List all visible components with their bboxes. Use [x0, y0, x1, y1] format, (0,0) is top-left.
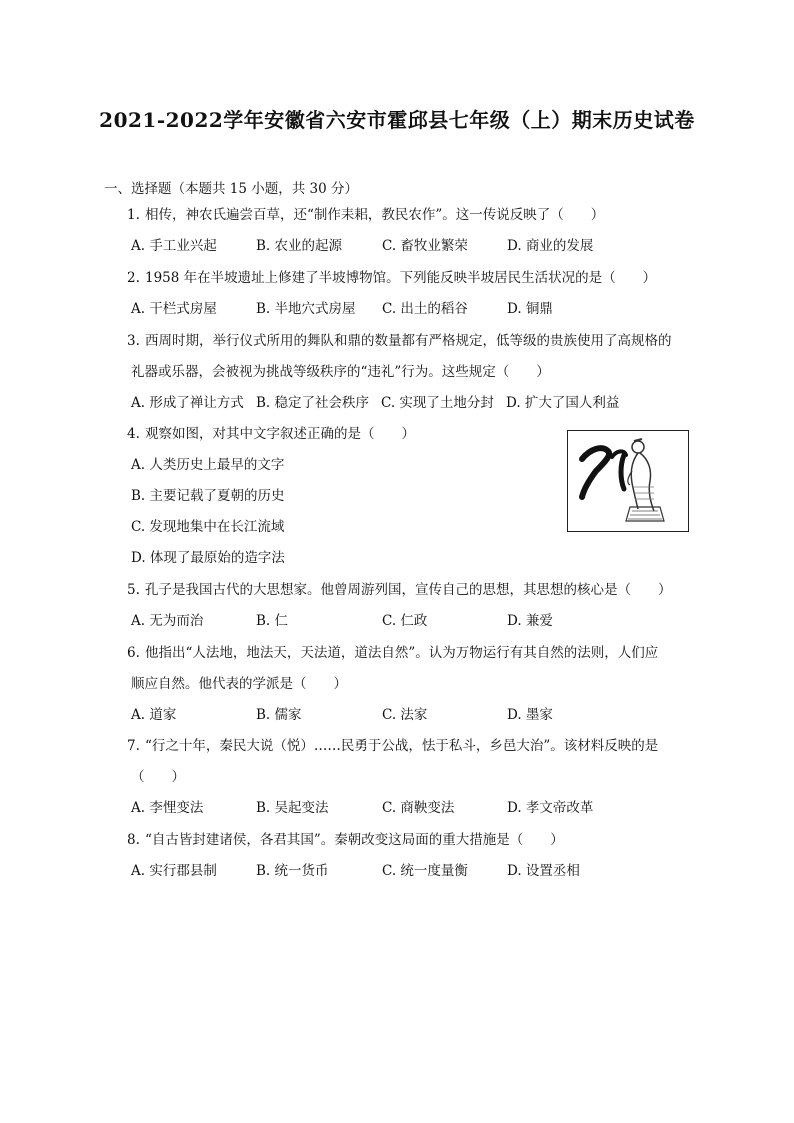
option-c: C. 畜牧业繁荣 [382, 238, 468, 254]
question-text: “自古皆封建诸侯，各君其国”。秦朝改变这局面的重大措施是（ ） [145, 832, 564, 848]
question-number: 1. [127, 207, 140, 223]
question-2 [127, 268, 656, 288]
question-number: 7. [127, 738, 140, 754]
option-d: D. 商业的发展 [507, 238, 594, 254]
option-d: D. 铜鼎 [507, 301, 553, 317]
option-b: B. 统一货币 [256, 863, 329, 879]
question-3 [127, 331, 672, 351]
option-c: C. 仁政 [382, 613, 428, 629]
oracle-bone-figure [567, 430, 689, 532]
question-number: 8. [127, 832, 140, 848]
option-c: C. 发现地集中在长江流域 [131, 519, 285, 535]
question-text: “行之十年，秦民大说（悦）……民勇于公战，怯于私斗，乡邑大治”。该材料反映的是 [145, 738, 659, 754]
question-3-continuation [131, 362, 550, 382]
question-number: 4. [127, 426, 140, 442]
option-c: C. 出土的稻谷 [382, 301, 468, 317]
option-d: D. 扩大了国人利益 [506, 395, 620, 411]
question-number: 6. [127, 645, 140, 661]
option-c: C. 商鞅变法 [382, 800, 455, 816]
question-7-continuation [131, 767, 185, 787]
option-a: A. 实行郡县制 [131, 863, 217, 879]
option-a: A. 无为而治 [131, 613, 204, 629]
question-text: 他指出“人法地，地法天，天法道，道法自然”。认为万物运行有其自然的法则，人们应 [145, 645, 659, 661]
question-number: 3. [127, 333, 140, 349]
option-d: D. 墨家 [507, 707, 553, 723]
option-a: A. 手工业兴起 [131, 238, 217, 254]
question-text: 观察如图，对其中文字叙述正确的是（ ） [145, 426, 415, 442]
option-b: B. 半地穴式房屋 [256, 301, 356, 317]
section-heading: 一、选择题（本题共 15 小题，共 30 分） [104, 181, 359, 197]
question-6-continuation [131, 674, 347, 694]
option-c: C. 统一度量衡 [382, 863, 468, 879]
option-a: A. 李悝变法 [131, 800, 204, 816]
option-b: B. 主要记载了夏朝的历史 [131, 488, 285, 504]
option-a: A. 人类历史上最早的文字 [131, 457, 285, 473]
question-5 [127, 580, 672, 600]
question-7 [127, 736, 658, 756]
option-d: D. 设置丞相 [507, 863, 580, 879]
exam-title: 2021-2022学年安徽省六安市霍邱县七年级（上）期末历史试卷 [99, 108, 695, 132]
option-b: B. 稳定了社会秩序 [256, 395, 370, 411]
option-a: A. 形成了禅让方式 [131, 395, 244, 411]
option-b: B. 农业的起源 [256, 238, 343, 254]
option-b: B. 仁 [256, 613, 289, 629]
option-d: D. 兼爱 [507, 613, 553, 629]
question-4 [127, 424, 415, 444]
question-text: 1958 年在半坡遗址上修建了半坡博物馆。下列能反映半坡居民生活状况的是（ ） [145, 270, 657, 286]
option-d: D. 体现了最原始的造字法 [131, 550, 285, 566]
question-text: 西周时期，举行仪式所用的舞队和鼎的数量都有严格规定，低等级的贵族使用了高规格的 [145, 333, 672, 349]
question-text: 相传，神农氏遍尝百草，还“制作耒耜，教民农作”。这一传说反映了（ ） [145, 207, 605, 223]
question-1 [127, 205, 604, 225]
option-b: B. 吴起变法 [256, 800, 329, 816]
question-text: 孔子是我国古代的大思想家。他曾周游列国，宣传自己的思想，其思想的核心是（ ） [145, 582, 672, 598]
option-b: B. 儒家 [256, 707, 302, 723]
question-8 [127, 830, 564, 850]
option-d: D. 孝文帝改革 [507, 800, 594, 816]
question-number: 5. [127, 582, 140, 598]
question-text: 顺应自然。他代表的学派是（ ） [131, 676, 347, 692]
oracle-character-image-icon [568, 431, 688, 531]
question-text: （ ） [131, 769, 185, 785]
question-text: 礼器或乐器，会被视为挑战等级秩序的“违礼”行为。这些规定（ ） [131, 364, 550, 380]
option-a: A. 道家 [131, 707, 177, 723]
option-c: C. 法家 [382, 707, 428, 723]
option-c: C. 实现了土地分封 [381, 395, 494, 411]
option-a: A. 干栏式房屋 [131, 301, 217, 317]
question-number: 2. [127, 270, 140, 286]
question-6 [127, 643, 658, 663]
